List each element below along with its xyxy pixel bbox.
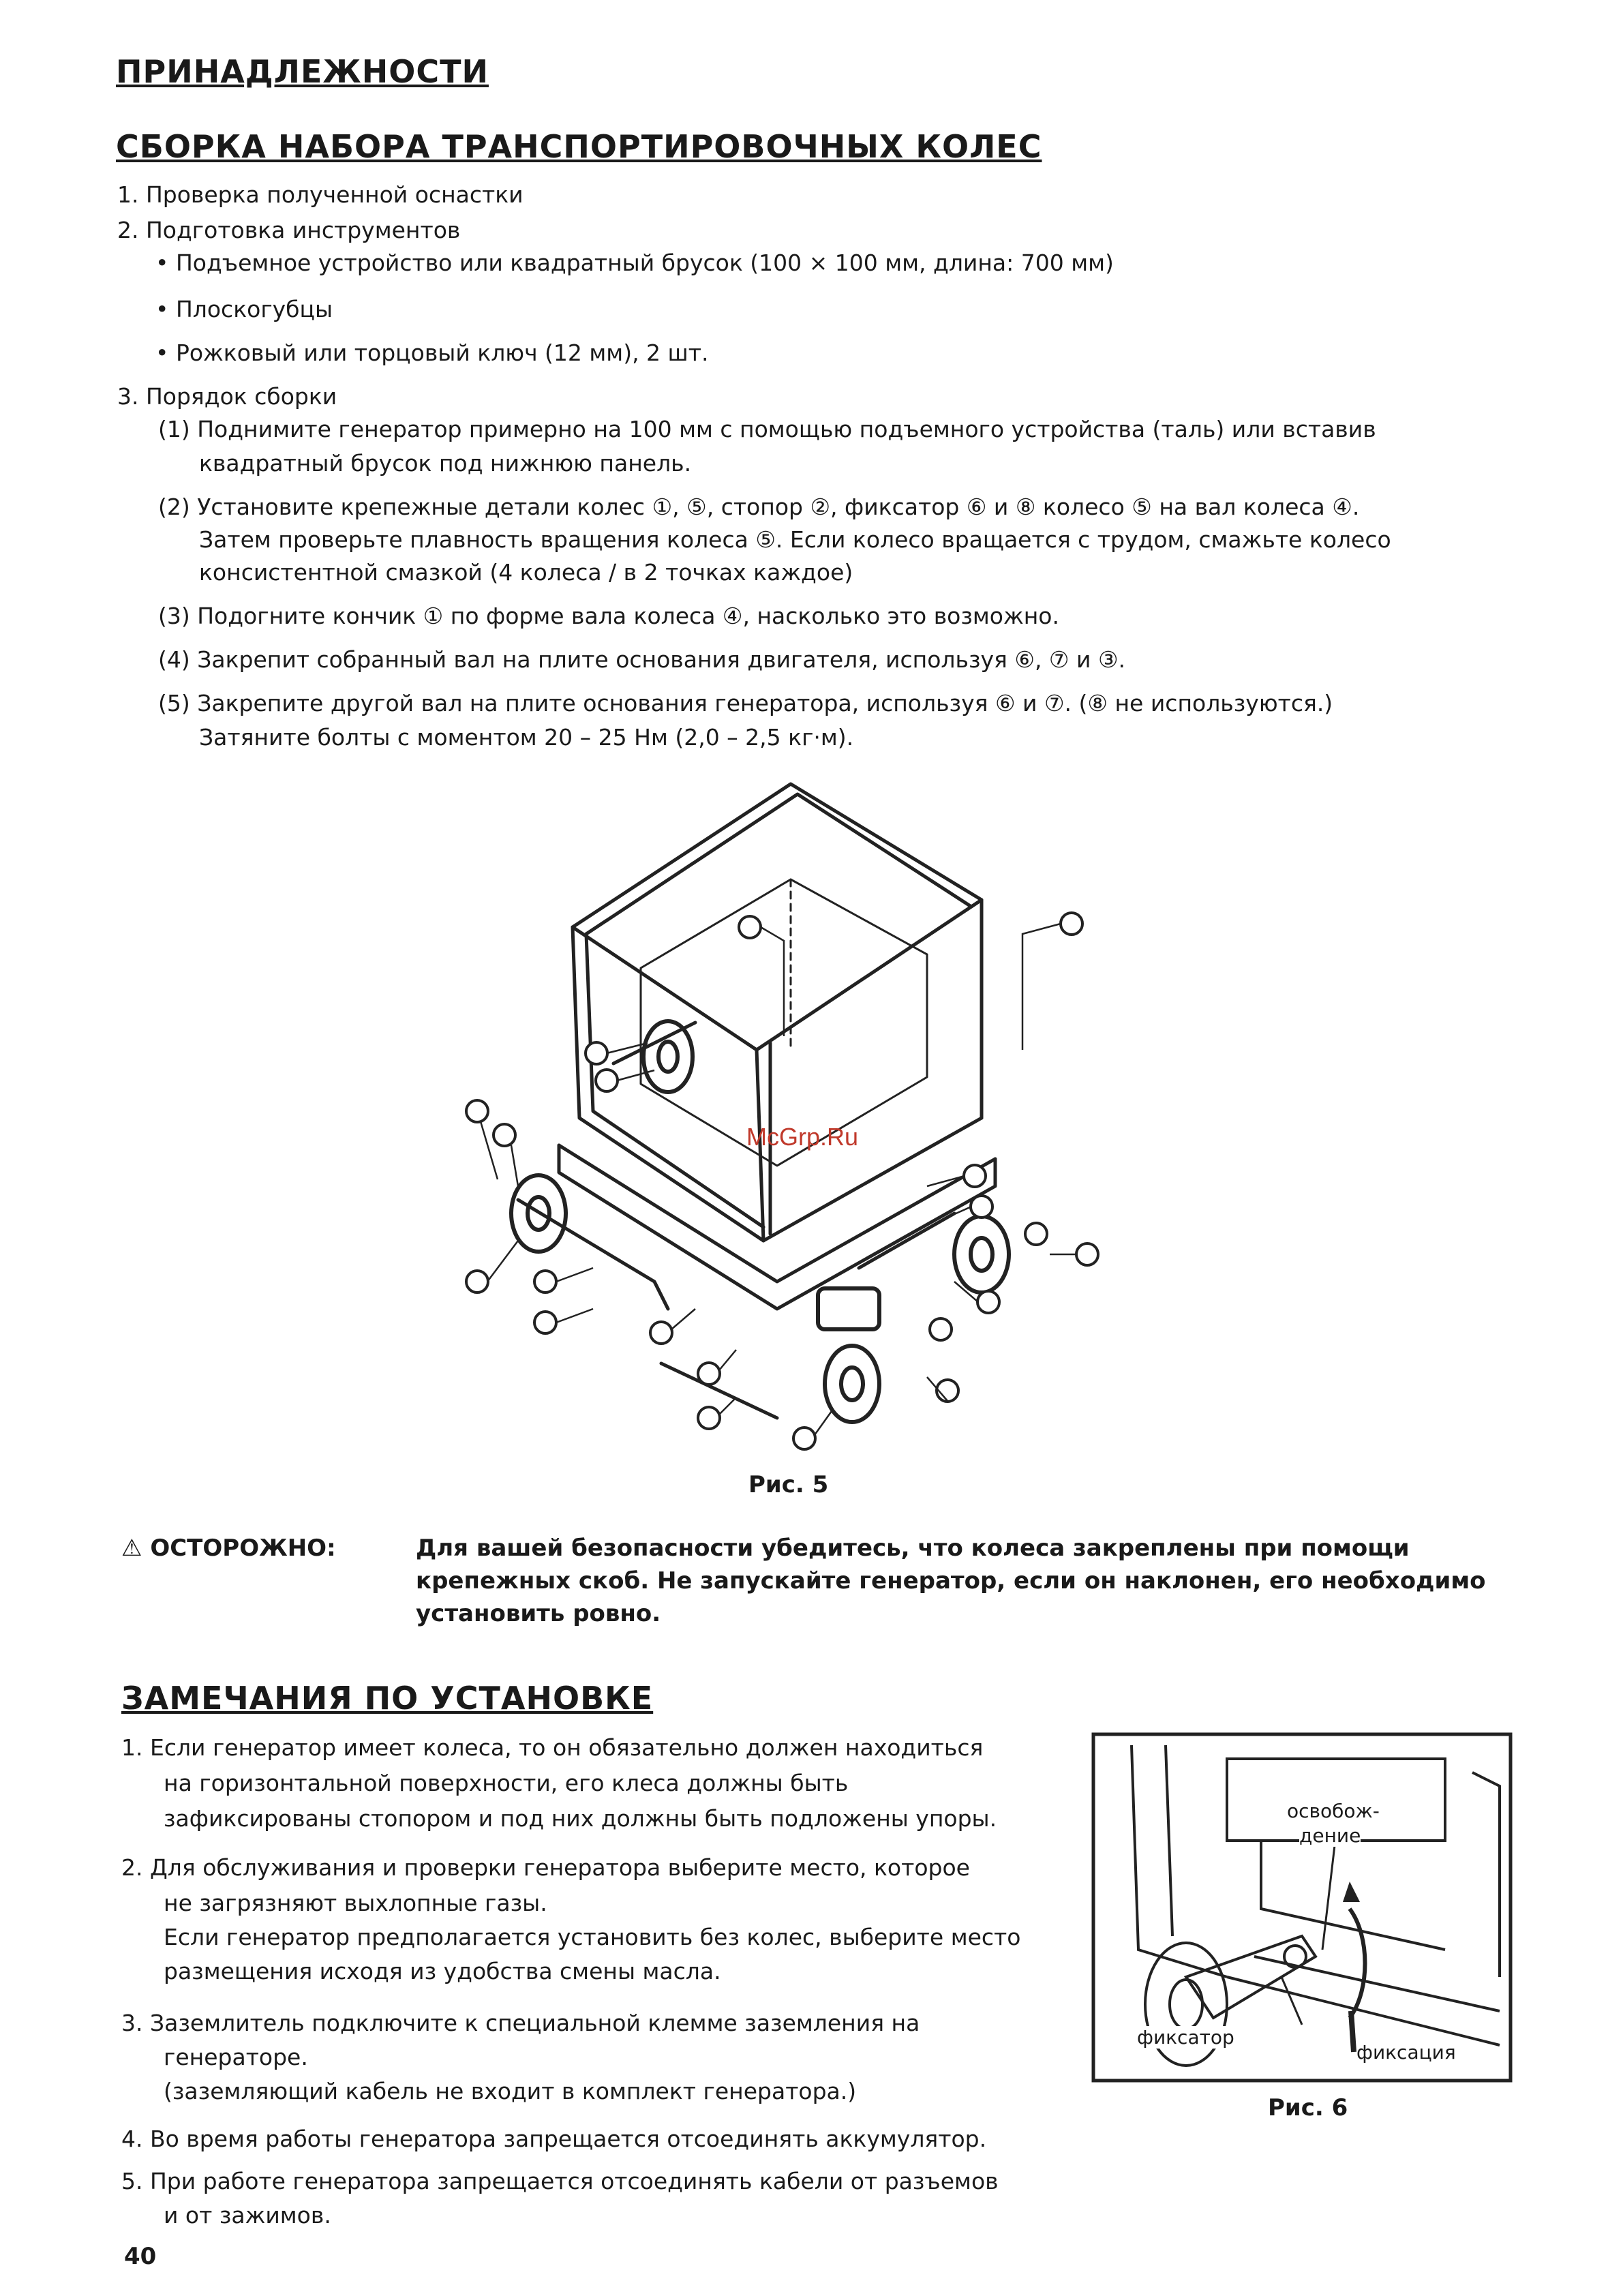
label-latch: фиксатор <box>1137 2026 1234 2049</box>
note-4: 4. Во время работы генератора запрещается отсоединять аккумулятор. <box>121 2126 987 2152</box>
label-release: дение <box>1299 1824 1361 1847</box>
note-2-cont: Если генератор предполагается установить без колес, выберите место <box>164 1924 1021 1950</box>
tool-item: • Подъемное устройство или квадратный брусок (100 × 100 мм, длина: 700 мм) <box>155 250 1114 276</box>
figure-6-caption: Рис. 6 <box>1268 2094 1348 2121</box>
procedure-2-cont: консистентной смазкой (4 колеса / в 2 точках каждое) <box>199 559 853 586</box>
watermark: McGrp.Ru <box>746 1123 859 1151</box>
note-5-cont: и от зажимов. <box>164 2202 331 2229</box>
warning-line: крепежных скоб. Не запускайте генератор, если он наклонен, его необходимо <box>416 1567 1486 1595</box>
label-release: освобож- <box>1287 1800 1380 1822</box>
label-fix: фиксация <box>1356 2041 1456 2064</box>
step-3: 3. Порядок сборки <box>117 383 337 410</box>
procedure-2: (2) Установите крепежные детали колес ①, ⑤, стопор ②, фиксатор ⑥ и ⑧ колесо ⑤ на вал колеса ④. <box>158 494 1360 520</box>
warning-line: Для вашей безопасности убедитесь, что колеса закреплены при помощи <box>416 1535 1410 1562</box>
note-5: 5. При работе генератора запрещается отсоединять кабели от разъемов <box>121 2168 999 2194</box>
page-title: ПРИНАДЛЕЖНОСТИ <box>116 53 489 90</box>
section-heading-assembly: СБОРКА НАБОРА ТРАНСПОРТИРОВОЧНЫХ КОЛЕС <box>116 128 1042 165</box>
note-3-cont: генераторе. <box>164 2044 308 2070</box>
section-heading-install: ЗАМЕЧАНИЯ ПО УСТАНОВКЕ <box>121 1680 654 1717</box>
warning-line: установить ровно. <box>416 1600 661 1627</box>
note-2: 2. Для обслуживания и проверки генератора выберите место, которое <box>121 1854 970 1881</box>
note-2-cont: размещения исходя из удобства смены масла. <box>164 1958 721 1984</box>
procedure-1-cont: квадратный брусок под нижнюю панель. <box>199 450 692 477</box>
wheel-kit-diagram <box>436 764 1132 1466</box>
tool-item: • Рожковый или торцовый ключ (12 мм), 2 шт. <box>155 339 709 366</box>
procedure-5: (5) Закрепите другой вал на плите основания генератора, используя ⑥ и ⑦. (⑧ не используются.) <box>158 690 1333 716</box>
note-1: 1. Если генератор имеет колеса, то он обязательно должен находиться <box>121 1734 984 1761</box>
note-3: 3. Заземлитель подключите к специальной клемме заземления на <box>121 2010 920 2036</box>
page-number: 40 <box>124 2243 157 2270</box>
procedure-2-cont: Затем проверьте плавность вращения колеса ⑤. Если колесо вращается с трудом, смажьте колесо <box>199 526 1391 553</box>
procedure-1: (1) Поднимите генератор примерно на 100 мм с помощью подъемного устройства (таль) или вставив <box>158 416 1376 442</box>
note-1-cont: на горизонтальной поверхности, его клеса должны быть <box>164 1770 849 1796</box>
procedure-4: (4) Закрепит собранный вал на плите основания двигателя, используя ⑥, ⑦ и ③. <box>158 646 1126 673</box>
note-3-cont: (заземляющий кабель не входит в комплект генератора.) <box>164 2078 857 2104</box>
warning-label: ⚠ ОСТОРОЖНО: <box>121 1535 336 1562</box>
step-1: 1. Проверка полученной оснастки <box>117 181 524 208</box>
note-2-cont: не загрязняют выхлопные газы. <box>164 1890 547 1916</box>
step-2: 2. Подготовка инструментов <box>117 217 461 243</box>
procedure-3: (3) Подогните кончик ① по форме вала колеса ④, насколько это возможно. <box>158 603 1059 629</box>
tool-item: • Плоскогубцы <box>155 296 333 322</box>
figure-5-caption: Рис. 5 <box>748 1471 829 1498</box>
note-1-cont: зафиксированы стопором и под них должны быть подложены упоры. <box>164 1805 997 1832</box>
procedure-5-cont: Затяните болты с моментом 20 – 25 Нм (2,0 – 2,5 кг·м). <box>199 724 854 751</box>
